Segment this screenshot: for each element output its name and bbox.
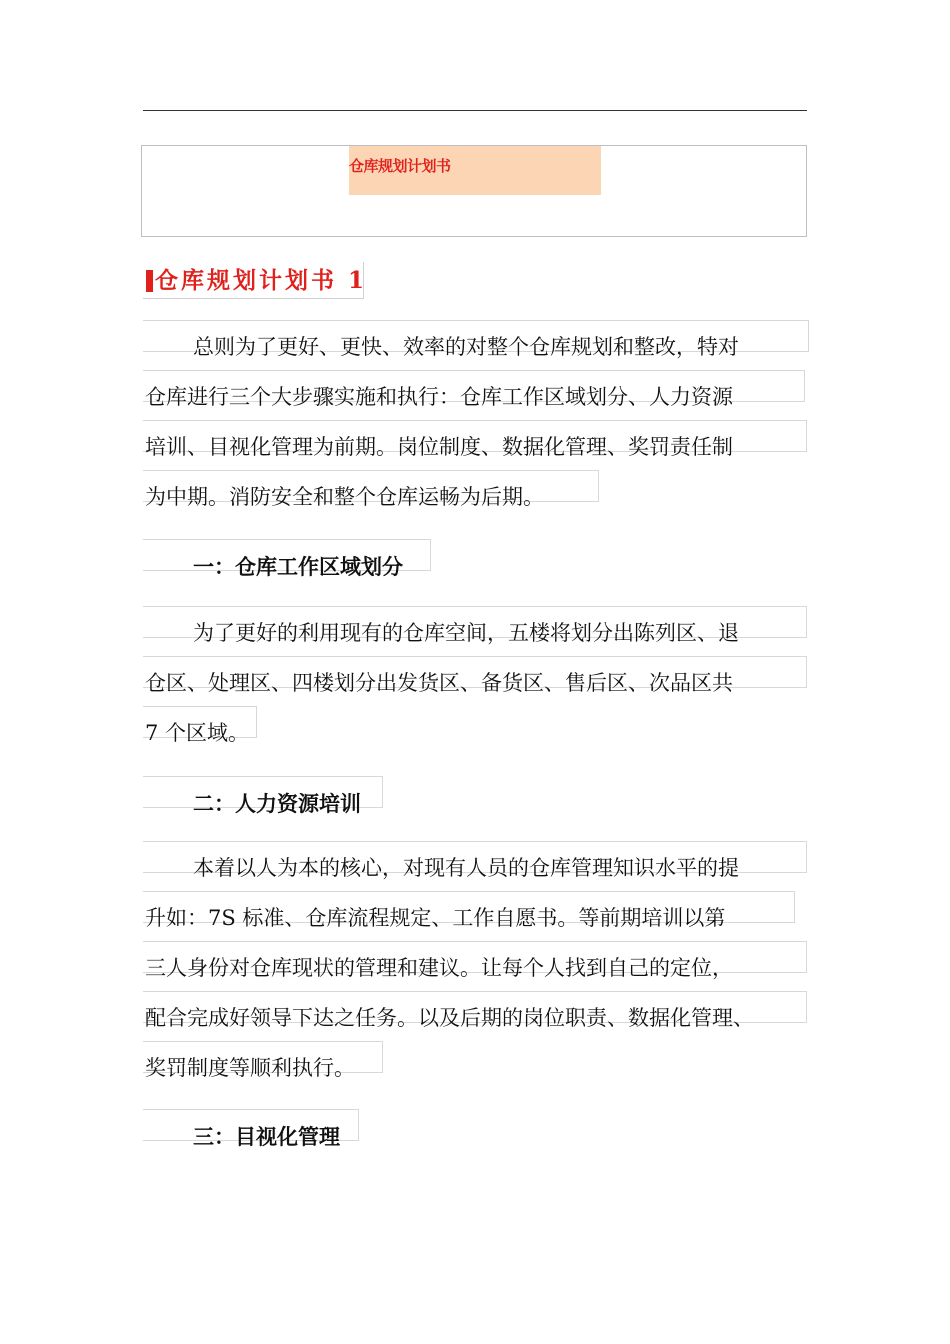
paragraph-line: 奖罚制度等顺利执行。 xyxy=(143,1055,815,1105)
paragraph-line: 总则为了更好、更快、效率的对整个仓库规划和整改，特对 xyxy=(143,334,815,384)
document-title-block xyxy=(143,262,368,299)
paragraph-line: 为了更好的利用现有的仓库空间，五楼将划分出陈列区、退 xyxy=(143,620,815,670)
paragraph-line: 配合完成好领导下达之任务。以及后期的岗位职责、数据化管理、 xyxy=(143,1005,815,1055)
title-marker xyxy=(146,270,153,292)
intro-paragraph xyxy=(143,334,815,534)
document-title: 仓库规划计划书 1 xyxy=(155,267,368,294)
section-paragraph xyxy=(143,620,815,770)
header-box xyxy=(141,145,807,237)
paragraph-line: 本着以人为本的核心，对现有人员的仓库管理知识水平的提 xyxy=(143,855,815,905)
paragraph-line: 升如：7S 标准、仓库流程规定、工作自愿书。等前期培训以第 xyxy=(143,905,815,955)
paragraph-line: 仓库进行三个大步骤实施和执行：仓库工作区域划分、人力资源 xyxy=(143,384,815,434)
top-rule xyxy=(143,110,807,111)
header-title: 仓库规划计划书 xyxy=(349,157,451,175)
paragraph-line: 仓区、处理区、四楼划分出发货区、备货区、售后区、次品区共 xyxy=(143,670,815,720)
section-paragraph xyxy=(143,855,815,1105)
paragraph-line: 为中期。消防安全和整个仓库运畅为后期。 xyxy=(143,484,815,534)
paragraph-line: 培训、目视化管理为前期。岗位制度、数据化管理、奖罚责任制 xyxy=(143,434,815,484)
paragraph-line: 7 个区域。 xyxy=(143,720,815,770)
paragraph-line: 三人身份对仓库现状的管理和建议。让每个人找到自己的定位， xyxy=(143,955,815,1005)
